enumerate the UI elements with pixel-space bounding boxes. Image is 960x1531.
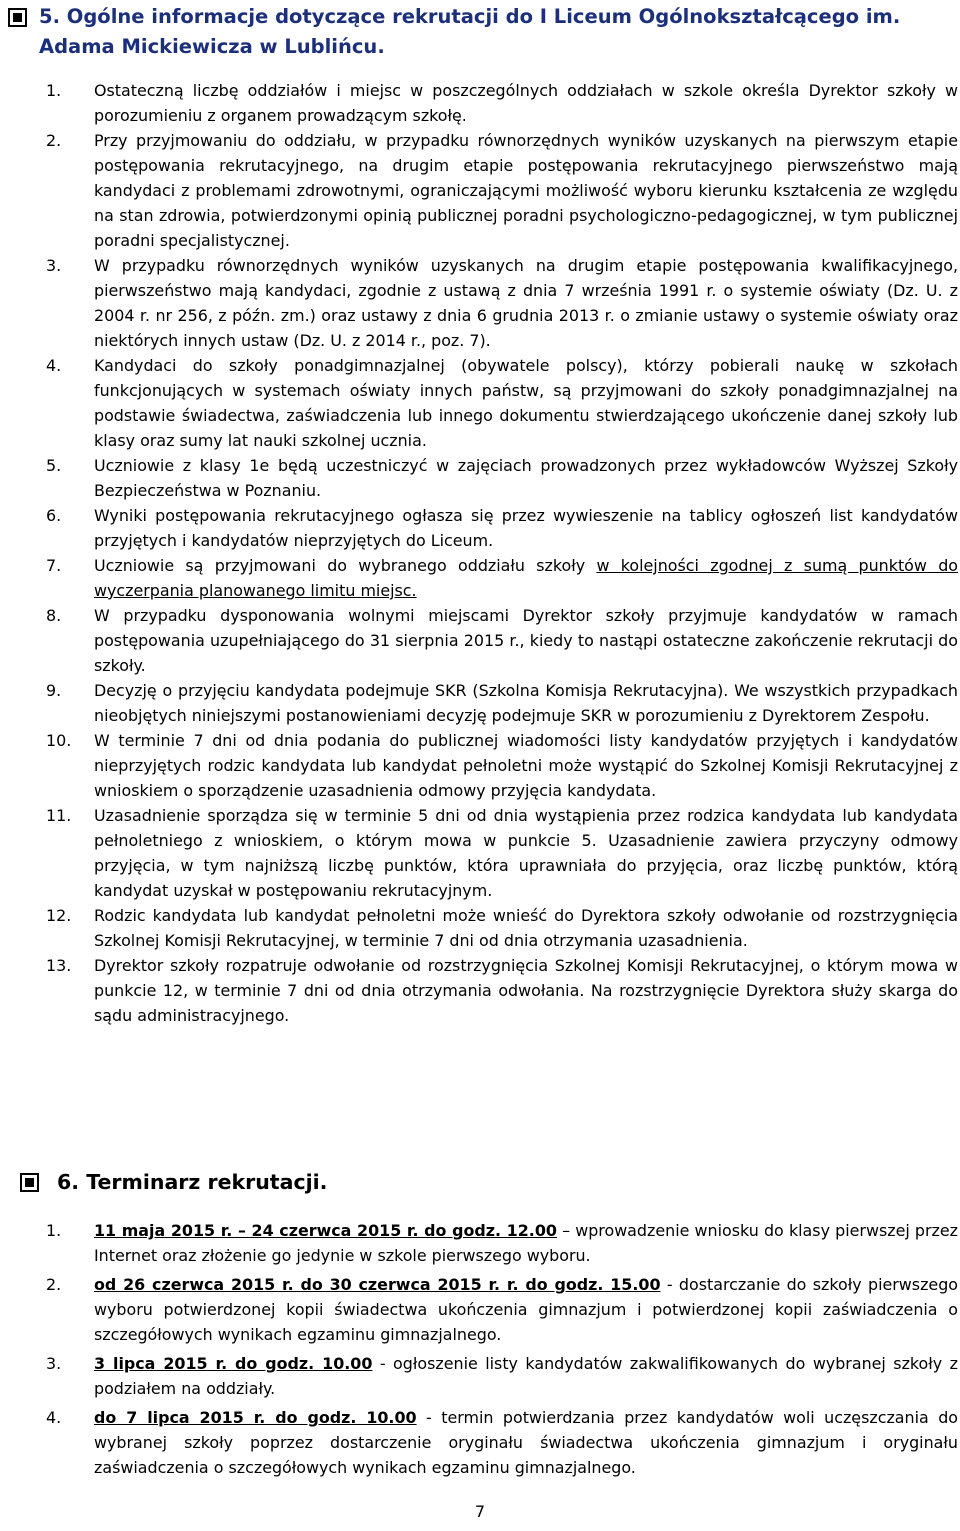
item-text: W terminie 7 dni od dnia podania do publicznej wiadomości listy kandydatów przyjętych i kandydatów nieprzyjętych rodzic kandydata lub kandydat pełnoletni może wystąpić do Szkolnej Komisji Rekrutacyjnej z wnioskiem o sporządzenie uzasadnienia odmowy przyjęcia kandydata. bbox=[94, 731, 958, 800]
list-item bbox=[46, 603, 958, 678]
item-number: 3. bbox=[46, 256, 62, 275]
item-text: Decyzję o przyjęciu kandydata podejmuje SKR (Szkolna Komisja Rekrutacyjna). We wszystkich przypadkach nieobjętych niniejszymi postanowieniami decyzję podejmuje SKR w porozumieniu z Dyrektorem Zespołu. bbox=[94, 681, 958, 725]
section-5-title: 5. Ogólne informacje dotyczące rekrutacji do I Liceum Ogólnokształcącego im. Adama Mickiewicza w Lublińcu. bbox=[39, 5, 901, 58]
item-description: - termin potwierdzania przez kandydatów woli uczęszczania do wybranej szkoły poprzez dostarczenie oryginału świadectwa ukończenia gimnazjum i oryginału zaświadczenia o szczegółowych wynikach egzaminu gimnazjalnego. bbox=[94, 1408, 959, 1477]
list-item bbox=[46, 1405, 958, 1480]
list-item bbox=[46, 678, 958, 728]
section-5-list bbox=[46, 78, 958, 1028]
item-number: 3. bbox=[46, 1354, 62, 1373]
item-description: - dostarczanie do szkoły pierwszego wyboru potwierdzonej kopii świadectwa ukończenia gimnazjum i potwierdzonej kopii zaświadczenia o szczegółowych wynikach egzaminu gimnazjalnego. bbox=[94, 1275, 958, 1344]
item-text bbox=[94, 1218, 958, 1268]
item-text: Uzasadnienie sporządza się w terminie 5 dni od dnia wystąpienia przez rodzica kandydata lub kandydata pełnoletniego z wnioskiem, o którym mowa w punkcie 5. Uzasadnienie zawiera przyczyny odmowy przyjęcia, w tym najniższą liczbę punktów, która uprawniała do przyjęcia, oraz liczbę punktów, którą kandydat uzyskał w postępowaniu rekrutacyjnym. bbox=[94, 806, 958, 900]
list-item bbox=[46, 803, 958, 903]
item-number: 5. bbox=[46, 456, 62, 475]
list-item bbox=[46, 353, 958, 453]
square-bullet-icon bbox=[8, 8, 27, 27]
list-item bbox=[46, 903, 958, 953]
item-text: Kandydaci do szkoły ponadgimnazjalnej (obywatele polscy), którzy pobierali naukę w szkołach funkcjonujących w systemach oświaty innych państw, są przyjmowani do szkoły ponadgimnazjalnej na podstawie świadectwa, zaświadczenia lub innego dokumentu stwierdzającego ukończenie danej szkoły lub klasy oraz sumy lat nauki szkolnej ucznia. bbox=[94, 356, 958, 450]
item-number: 8. bbox=[46, 606, 62, 625]
list-item bbox=[46, 1272, 958, 1347]
list-item bbox=[46, 953, 958, 1028]
item-text bbox=[94, 1405, 958, 1480]
item-number: 2. bbox=[46, 1275, 62, 1294]
item-number: 2. bbox=[46, 131, 62, 150]
list-item bbox=[46, 1351, 958, 1401]
item-number: 7. bbox=[46, 556, 62, 575]
item-number: 12. bbox=[46, 906, 72, 925]
section-6-title: 6. Terminarz rekrutacji. bbox=[57, 1170, 328, 1194]
item-text: W przypadku dysponowania wolnymi miejscami Dyrektor szkoły przyjmuje kandydatów w ramach postępowania uzupełniającego do 31 sierpnia 2015 r., kiedy to nastąpi ostateczne zakończenie rekrutacji do szkoły. bbox=[94, 606, 958, 675]
item-number: 4. bbox=[46, 356, 62, 375]
item-date: od 26 czerwca 2015 r. do 30 czerwca 2015 r. r. do godz. 15.00 bbox=[94, 1275, 661, 1294]
item-text bbox=[94, 553, 958, 603]
list-item bbox=[46, 128, 958, 253]
item-text: Wyniki postępowania rekrutacyjnego ogłasza się przez wywieszenie na tablicy ogłoszeń list kandydatów przyjętych i kandydatów nieprzyjętych do Liceum. bbox=[94, 506, 958, 550]
list-item bbox=[46, 553, 958, 603]
list-item bbox=[46, 503, 958, 553]
list-item bbox=[46, 253, 958, 353]
item-number: 10. bbox=[46, 731, 72, 750]
item-number: 9. bbox=[46, 681, 62, 700]
list-item bbox=[46, 453, 958, 503]
item-text bbox=[94, 1272, 958, 1347]
item-number: 4. bbox=[46, 1408, 62, 1427]
list-item bbox=[46, 78, 958, 128]
item-description: - ogłoszenie listy kandydatów zakwalifikowanych do wybranej szkoły z podziałem na oddziały. bbox=[94, 1354, 958, 1398]
item-number: 11. bbox=[46, 806, 72, 825]
page-number: 7 bbox=[474, 1502, 486, 1521]
item-date: 11 maja 2015 r. – 24 czerwca 2015 r. do godz. 12.00 bbox=[94, 1221, 557, 1240]
item-text: Rodzic kandydata lub kandydat pełnoletni może wnieść do Dyrektora szkoły odwołanie od rozstrzygnięcia Szkolnej Komisji Rekrutacyjnej, w terminie 7 dni od dnia otrzymania uzasadnienia. bbox=[94, 906, 958, 950]
section-5-heading bbox=[8, 2, 952, 62]
section-6-heading bbox=[20, 1168, 327, 1196]
list-item bbox=[46, 728, 958, 803]
item-text: Uczniowie z klasy 1e będą uczestniczyć w zajęciach prowadzonych przez wykładowców Wyższej Szkoły Bezpieczeństwa w Poznaniu. bbox=[94, 456, 958, 500]
list-item bbox=[46, 1218, 958, 1268]
item-text: W przypadku równorzędnych wyników uzyskanych na drugim etapie postępowania kwalifikacyjnego, pierwszeństwo mają kandydaci, zgodnie z ustawą z dnia 7 września 1991 r. o systemie oświaty (Dz. U. z 2004 r. nr 256, z późn. zm.) oraz ustawy z dnia 6 grudnia 2013 r. o zmianie ustawy o systemie oświaty oraz niektórych innych ustaw (Dz. U. z 2014 r., poz. 7). bbox=[94, 256, 958, 350]
item-text: Ostateczną liczbę oddziałów i miejsc w poszczególnych oddziałach w szkole określa Dyrektor szkoły w porozumieniu z organem prowadzącym szkołę. bbox=[94, 81, 958, 125]
item-text bbox=[94, 1351, 958, 1401]
section-6-list bbox=[46, 1218, 958, 1484]
item-date: do 7 lipca 2015 r. do godz. 10.00 bbox=[94, 1408, 417, 1427]
item-number: 1. bbox=[46, 1221, 62, 1240]
item-description: – wprowadzenie wniosku do klasy pierwszej przez Internet oraz złożenie go jedynie w szkole pierwszego wyboru. bbox=[94, 1221, 958, 1265]
item-text-plain: Uczniowie są przyjmowani do wybranego oddziału szkoły bbox=[94, 556, 597, 575]
item-date: 3 lipca 2015 r. do godz. 10.00 bbox=[94, 1354, 373, 1373]
item-number: 1. bbox=[46, 81, 62, 100]
item-number: 6. bbox=[46, 506, 62, 525]
item-text-underlined: w kolejności zgodnej z sumą punktów do wyczerpania planowanego limitu miejsc. bbox=[94, 556, 959, 600]
square-bullet-icon bbox=[20, 1173, 39, 1192]
item-number: 13. bbox=[46, 956, 72, 975]
item-text: Dyrektor szkoły rozpatruje odwołanie od rozstrzygnięcia Szkolnej Komisji Rekrutacyjnej, o którym mowa w punkcie 12, w terminie 7 dni od dnia otrzymania odwołania. Na rozstrzygnięcie Dyrektora służy skarga do sądu administracyjnego. bbox=[94, 956, 958, 1025]
item-text: Przy przyjmowaniu do oddziału, w przypadku równorzędnych wyników uzyskanych na pierwszym etapie postępowania rekrutacyjnego, na drugim etapie postępowania rekrutacyjnego pierwszeństwo mają kandydaci z problemami zdrowotnymi, ograniczającymi możliwość wyboru kierunku kształcenia ze względu na stan zdrowia, potwierdzonymi opinią publicznej poradni psychologiczno-pedagogicznej, w tym publicznej poradni specjalistycznej. bbox=[94, 131, 958, 250]
